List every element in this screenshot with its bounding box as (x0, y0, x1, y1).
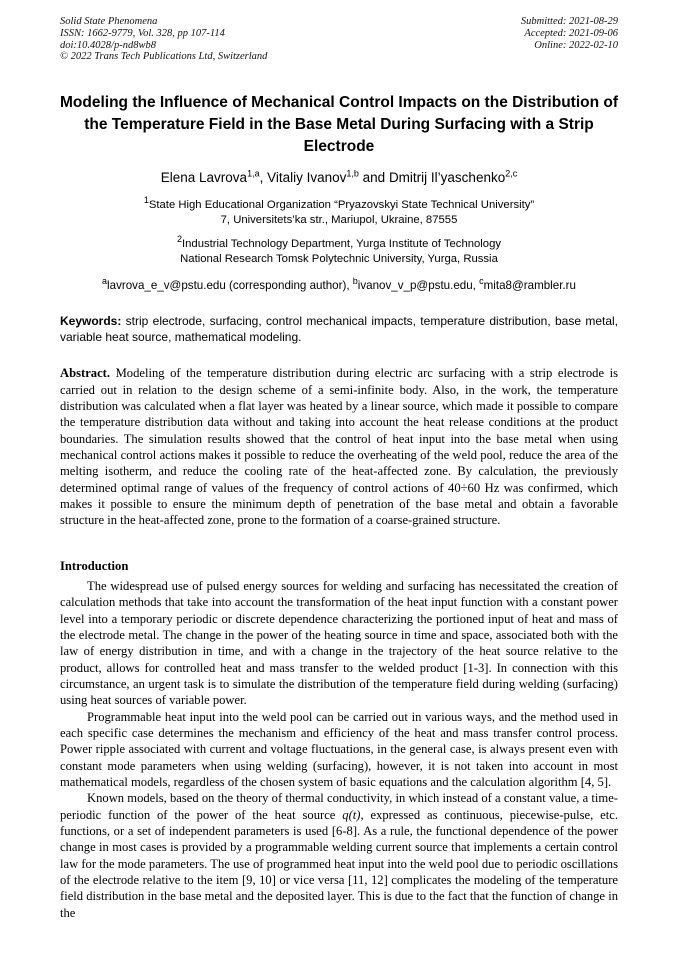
date-submitted: Submitted: 2021-08-29 (520, 16, 618, 27)
journal-issn-volume: ISSN: 1662-9779, Vol. 328, pp 107-114 (60, 27, 225, 39)
journal-doi: doi:10.4028/p-nd8wb8 (60, 39, 156, 51)
journal-info (60, 16, 267, 63)
email-sup-c: c (479, 276, 484, 287)
author-sup-1: 1,a (247, 168, 260, 179)
heat-source-function-math: q(t) (342, 807, 361, 822)
journal-name: Solid State Phenomena (60, 16, 158, 27)
email-sup-b: b (352, 276, 358, 287)
abstract-label: Abstract. (60, 366, 111, 381)
affiliation-2-line-2: National Research Tomsk Polytechnic University, Yurga, Russia (180, 253, 498, 266)
affiliation-1-text: State High Educational Organization “Pryazovskyi State Technical University” (148, 199, 535, 212)
introduction-paragraph-1: The widespread use of pulsed energy sources for welding and surfacing has necessitated the creation of calculation methods that take into account the transformation of the heat input function with a constant power level into a temporary periodic or discrete dependence characterizing the portioned input of heat and mass of the electrode metal. The change in the power of the heating source in time and space, associated both with the law of energy distribution in time, and with a change in the trajectory of the heat source relative to the product, allows for controlled heat and mass transfer to the welded product [1-3]. In connection with this circumstance, an urgent task is to simulate the distribution of the temperature field during welding (surfacing) using heat sources of variable power. (60, 578, 618, 708)
introduction-paragraph-3 (60, 790, 618, 921)
affiliation-1 (60, 195, 618, 228)
keywords-label: Keywords: (60, 314, 122, 329)
author-name-3: Dmitrij Il’yaschenko (388, 170, 506, 186)
author-sup-3: 2,c (505, 168, 518, 179)
journal-copyright: © 2022 Trans Tech Publications Ltd, Switzerland (60, 51, 268, 63)
author-separator-1: , (259, 170, 268, 186)
author-separator-2: and (358, 170, 389, 186)
affiliation-2-text: Industrial Technology Department, Yurga Institute of Technology (181, 238, 502, 251)
date-online: Online: 2022-02-10 (534, 39, 618, 51)
date-accepted: Accepted: 2021-09-06 (524, 27, 618, 39)
email-sup-a: a (102, 276, 108, 287)
affiliation-2 (60, 234, 618, 267)
authors-line (60, 169, 618, 186)
introduction-paragraph-3-before: Known models, based on the theory of thermal conductivity, in which instead of a constant value, a time-periodic function of the power of the heat source (60, 791, 618, 822)
email-corresponding-author: lavrova_e_v@pstu.edu (corresponding author), (107, 279, 353, 293)
affiliation-1-sup: 1 (143, 195, 149, 206)
emails-line (60, 278, 618, 293)
affiliation-2-sup: 2 (176, 234, 182, 245)
keywords-block (60, 314, 618, 345)
email-author-3: mita8@rambler.ru (483, 279, 576, 293)
author-name-1: Elena Lavrova (160, 170, 248, 186)
affiliation-2-line-1 (60, 234, 618, 252)
email-author-2: ivanov_v_p@pstu.edu, (357, 279, 480, 293)
introduction-heading: Introduction (60, 558, 129, 573)
abstract-text: Modeling of the temperature distribution during electric arc surfacing with a strip electrode is carried out in relation to the design scheme of a semi-infinite body. Also, in the work, the temperature distribution was calculated when a flat layer was heated by a linear source, which made it possible to compare the temperature distribution data without and taking into account the heat release conditions at the product boundaries. The simulation results showed that the control of heat input into the base metal when using mechanical control actions makes it possible to reduce the overheating of the weld pool, reduce the area of the melting isotherm, and reduce the cooling rate of the heat-affected zone. By calculation, the previously determined optimal range of values of the frequency of control actions of 40÷60 Hz was confirmed, which makes it possible to ensure the minimum depth of penetration of the base metal and obtain a favorable structure in the heat-affected zone, prone to the formation of a coarse-grained structure. (60, 366, 618, 528)
affiliation-1-line-2: 7, Universitets’ka str., Mariupol, Ukraine, 87555 (220, 214, 458, 227)
introduction-paragraph-3-after: , expressed as continuous, piecewise-pulse, etc. functions, or a set of independent parameters is used [6-8]. As a rule, the functional dependence of the power change in most cases is provided by a programmable welding current source that implements a certain control law for the mode parameters. The use of programmed heat input into the weld pool due to periodic oscillations of the electrode relative to the item [9, 10] or vice versa [11, 12] complicates the modeling of the temperature field distribution in the base metal and the deposited layer. This is due to the fact that the function of change in the (60, 807, 618, 920)
author-sup-2: 1,b (346, 168, 359, 179)
paper-title: Modeling the Influence of Mechanical Control Impacts on the Distribution of the Temperature Field in the Base Metal During Surfacing with a Strip Electrode (60, 94, 619, 156)
page-header (60, 16, 618, 63)
affiliation-1-line-1 (60, 195, 618, 213)
introduction-paragraph-2: Programmable heat input into the weld pool can be carried out in various ways, and the method used in each specific case determines the mechanism and efficiency of the heat and mass transfer control process. Power ripple associated with current and voltage fluctuations, in the general case, is always present even with constant mode parameters when using welding (surfacing), however, it is not taken into account in most mathematical models, regardless of the chosen system of basic equations and the calculation algorithm [4, 5]. (60, 709, 618, 789)
author-name-2: Vitaliy Ivanov (267, 170, 347, 186)
submission-dates (521, 16, 618, 63)
keywords-text: strip electrode, surfacing, control mechanical impacts, temperature distribution, base metal, variable heat source, mathematical modeling. (60, 314, 618, 344)
abstract-block (60, 365, 618, 528)
